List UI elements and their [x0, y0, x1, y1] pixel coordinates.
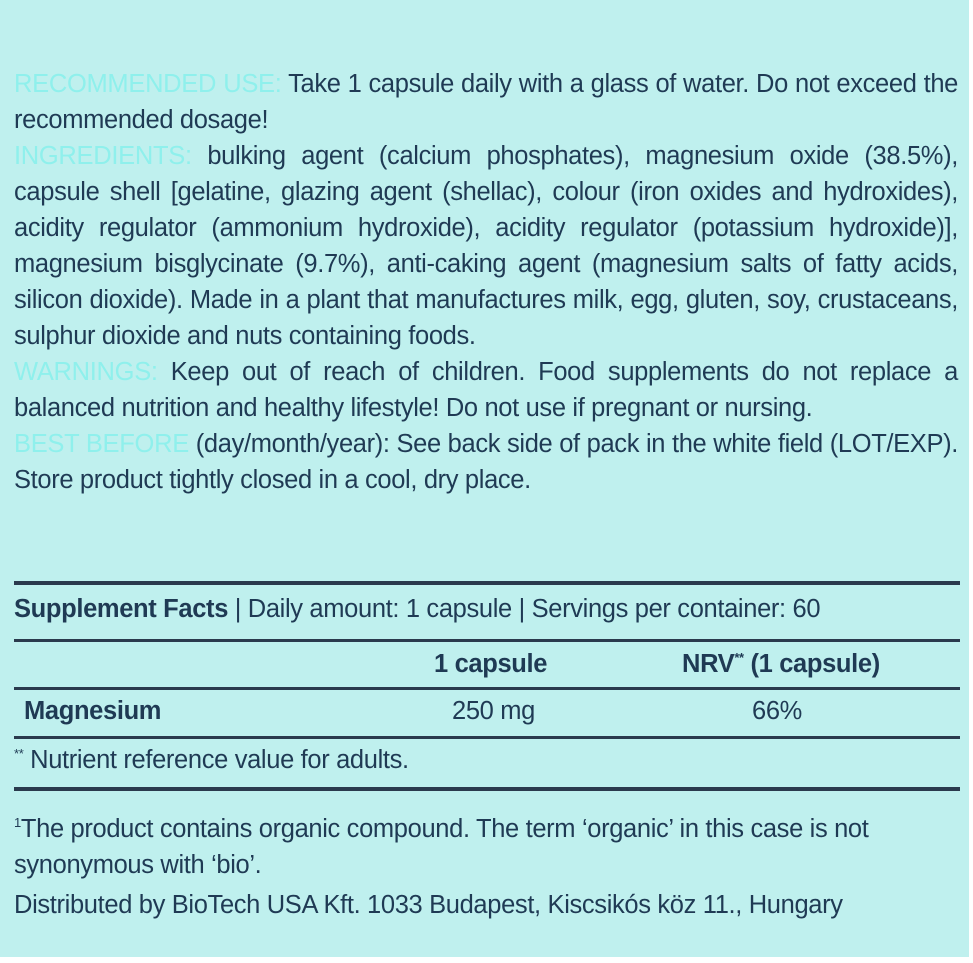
supplement-facts-header	[14, 595, 960, 624]
best-before-text: (day/month/year): See back side of pack in the white field (LOT/EXP). Store product tightly closed in a cool, dry place.	[14, 430, 959, 494]
daily-amount-info: | Daily amount: 1 capsule | Servings per container: 60	[228, 595, 821, 623]
best-before-paragraph	[14, 426, 958, 498]
product-info-text	[14, 66, 958, 498]
table-bottom-rule	[14, 787, 960, 791]
column-header-nrv	[682, 650, 880, 679]
recommended-use-text: Take 1 capsule daily with a glass of water. Do not exceed the recommended dosage!	[14, 70, 958, 134]
nutrient-nrv: 66%	[752, 697, 802, 725]
ingredients-paragraph	[14, 138, 958, 354]
warnings-label: WARNINGS:	[14, 358, 158, 386]
supplement-facts-title: Supplement Facts	[14, 595, 229, 623]
footer-notes	[14, 805, 960, 923]
footnote-mark: **	[14, 746, 24, 761]
distributor-info: Distributed by BioTech USA Kft. 1033 Budapest, Kiscsikós köz 11., Hungary	[14, 891, 843, 919]
row-rule	[14, 736, 960, 739]
ingredients-text: bulking agent (calcium phosphates), magnesium oxide (38.5%), capsule shell [gelatine, glazing agent (shellac), colour (iron oxides and hydroxides), acidity regulator (ammonium hydroxide), acidity regulator (potassium hydroxide)], magnesium bisglycinate (9.7%), anti-caking agent (magnesium salts of fatty acids, silicon dioxide). Made in a plant that manufactures milk, egg, gluten, soy, crustaceans, sulphur dioxide and nuts containing foods.	[14, 142, 958, 350]
table-footnote	[14, 746, 960, 775]
warnings-paragraph	[14, 354, 958, 426]
table-row	[14, 697, 960, 729]
organic-note-mark: 1	[14, 815, 21, 830]
nutrient-name: Magnesium	[24, 697, 162, 725]
nrv-suffix: (1 capsule)	[743, 650, 880, 678]
column-header-amount: 1 capsule	[434, 650, 548, 678]
header-rule	[14, 639, 960, 642]
recommended-use-paragraph	[14, 66, 958, 138]
ingredients-label: INGREDIENTS:	[14, 142, 192, 170]
footnote-text: Nutrient reference value for adults.	[23, 746, 409, 774]
nutrient-amount: 250 mg	[452, 697, 535, 725]
organic-note	[14, 805, 960, 883]
table-top-rule	[14, 581, 960, 585]
warnings-text: Keep out of reach of children. Food supplements do not replace a balanced nutrition and healthy lifestyle! Do not use if pregnant or nursing.	[14, 358, 958, 422]
column-header-rule	[14, 687, 960, 690]
column-headers	[14, 650, 960, 682]
recommended-use-label: RECOMMENDED USE:	[14, 70, 282, 98]
nrv-footnote-mark: **	[734, 650, 744, 665]
nrv-label: NRV	[682, 650, 735, 678]
best-before-label: BEST BEFORE	[14, 430, 189, 458]
organic-note-text: The product contains organic compound. The term ‘organic’ in this case is not synonymous with ‘bio’.	[14, 815, 869, 879]
